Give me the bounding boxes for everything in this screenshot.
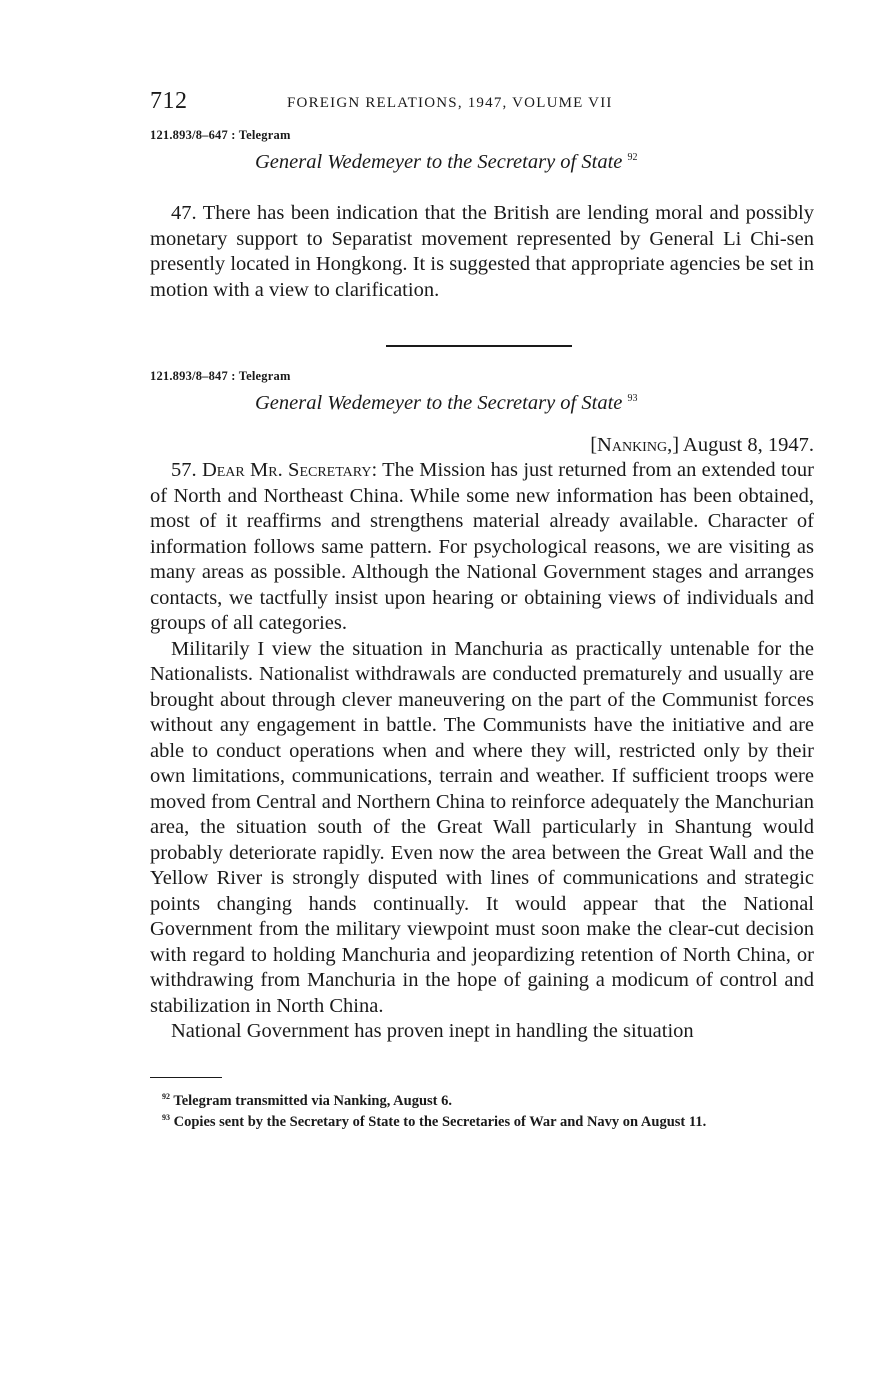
- document-title-2: [150, 392, 814, 415]
- file-reference-2: 121.893/8–847 : Telegram: [150, 369, 291, 383]
- salutation: Dear Mr. Secretary:: [201, 459, 378, 481]
- page-number: 712: [150, 88, 188, 114]
- file-reference-1: 121.893/8–647 : Telegram: [150, 128, 291, 142]
- footnotes: [150, 1088, 814, 1132]
- footnote-ref-92: 92: [627, 152, 638, 164]
- footnote-93-text: Copies sent by the Secretary of State to the Secretaries of War and Navy on August 11.: [173, 1114, 707, 1131]
- document-title-1: [150, 151, 814, 174]
- document-title-1-text: General Wedemeyer to the Secretary of State: [255, 151, 623, 173]
- document-2-paragraph-1: [150, 458, 814, 637]
- section-divider: [386, 345, 572, 347]
- footnote-rule: [150, 1077, 222, 1078]
- dateline-date: August 8, 1947.: [683, 434, 814, 456]
- paragraph-number: 57.: [171, 459, 197, 481]
- footnote-marker-93: 93: [162, 1113, 170, 1123]
- footnote-92-text: Telegram transmitted via Nanking, August 6.: [173, 1092, 452, 1109]
- dateline: [150, 432, 814, 458]
- paragraph-1-text: The Mission has just returned from an extended tour of North and Northeast China. While some new information has been obtained, most of it reaffirms and strengthens material already available. Character of information follows same pattern. For psychological reasons, we are visiting as many areas as possible. Although the National Government stages and arranges contacts, we tactfully insist upon hearing or obtaining views of individuals and groups of all categories.: [150, 459, 814, 634]
- dateline-place: [Nanking,]: [590, 434, 680, 456]
- document-title-2-text: General Wedemeyer to the Secretary of State: [255, 392, 623, 414]
- running-head: [150, 88, 814, 122]
- document-2-paragraph-2: Militarily I view the situation in Manchuria as practically untenable for the Nationalists. Nationalist withdrawals are conducted prematurely and usually are brought about through clever maneuvering on the part of the Communist forces without any engagement in battle. The Communists have the initiative and are able to conduct operations when and where they will, restricted only by their own limitations, communications, terrain and weather. If sufficient troops were moved from Central and Northern China to reinforce adequately the Manchurian area, the situation south of the Great Wall particularly in Shantung would probably deteriorate rapidly. Even now the area between the Great Wall and the Yellow River is strongly disputed with lines of communications and strategic points changing hands continually. It would appear that the National Government from the military viewpoint must soon make the clear-cut decision with regard to holding Manchuria and jeopardizing retention of North China, or withdrawing from Manchuria in the hope of gaining a modicum of control and stabilization in North China.: [150, 637, 814, 1017]
- running-title: FOREIGN RELATIONS, 1947, VOLUME VII: [287, 95, 613, 111]
- document-1-paragraph: 47. There has been indication that the British are lending moral and possibly monetary support to Separatist movement represented by General Li Chi-sen presently located in Hongkong. It is suggested that appropriate agencies be set in motion with a view to clarification.: [150, 202, 814, 301]
- document-page: [150, 88, 814, 1131]
- footnote-92: [150, 1088, 814, 1110]
- footnote-ref-93: 93: [627, 393, 638, 405]
- footnote-marker-92: 92: [162, 1091, 170, 1101]
- footnote-93: [150, 1109, 814, 1131]
- document-2-paragraph-3: National Government has proven inept in handling the situation: [171, 1020, 694, 1042]
